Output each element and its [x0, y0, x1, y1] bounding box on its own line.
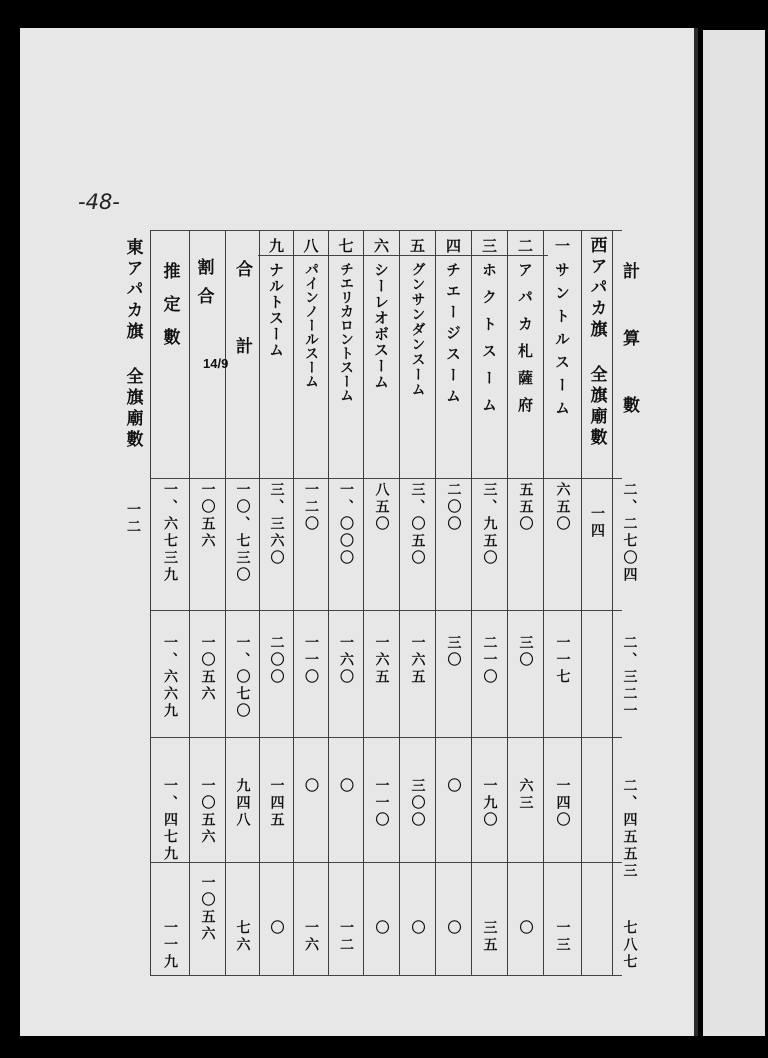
temple-column-1 — [544, 230, 582, 975]
table-cell: 一、〇七〇 — [234, 635, 251, 720]
table-cell: 七六 — [234, 920, 251, 954]
adjacent-page-edge — [703, 30, 765, 1036]
table-cell: 六三 — [517, 778, 534, 812]
table-cell: 六五〇 — [554, 482, 571, 533]
table-cell: 〇 — [445, 920, 462, 937]
table-cell: 三五 — [481, 920, 498, 954]
temple-column-3 — [472, 230, 508, 975]
ratio-column — [190, 230, 229, 975]
table-cell: 一六〇 — [338, 635, 354, 686]
table-cell: 三〇〇 — [409, 778, 426, 829]
table-cell: 一〇、七三〇 — [234, 482, 251, 584]
table-cell: 一六 — [303, 920, 319, 954]
temple-column-5 — [400, 230, 436, 975]
table-cell: 二〇〇 — [445, 482, 462, 533]
temple-number: 五 — [408, 238, 426, 254]
ratio-header: 割合 — [193, 258, 214, 316]
table-cell: 〇 — [373, 920, 390, 937]
temple-number: 八 — [301, 238, 320, 254]
total-header: 合計 — [232, 260, 252, 414]
west-abaga-title: 西アパカ旗 全旗廟數 — [586, 236, 607, 449]
table-cell: 三〇 — [445, 635, 462, 669]
table-cell: 一二〇 — [303, 482, 319, 533]
temple-name: シーレオボスーム — [372, 262, 390, 390]
calculated-count-header: 計算數 — [619, 262, 639, 463]
table-cell: 〇 — [409, 920, 426, 937]
table-cell: 五五〇 — [517, 482, 534, 533]
table-cell: 一四〇 — [554, 778, 571, 829]
temple-name: ナルトスーム — [267, 262, 285, 358]
temple-number: 二 — [516, 238, 534, 254]
table-cell: 〇 — [338, 778, 354, 795]
table-cell: 〇 — [517, 920, 534, 937]
temple-name: サントルスーム — [553, 262, 571, 423]
table-cell: 一六五 — [373, 635, 390, 686]
table-cell: 八五〇 — [373, 482, 390, 533]
temple-column-4 — [436, 230, 472, 975]
table-cell: 九四八 — [234, 778, 251, 829]
temple-column-2 — [508, 230, 544, 975]
table-cell: 一三 — [554, 920, 571, 954]
west-abaga-label-column — [582, 230, 612, 975]
table-cell: 三、三六〇 — [268, 482, 285, 567]
estimate-column — [150, 230, 190, 975]
west-abaga-temple-count: 一四 — [589, 506, 605, 540]
temple-column-7 — [329, 230, 364, 975]
temple-name: チエリカロントスーム — [338, 262, 354, 402]
table-cell: 一〇五六 — [199, 482, 216, 550]
table-cell: 一二 — [338, 920, 354, 954]
table-cell: 一四五 — [268, 778, 285, 829]
calculated-count-column — [612, 230, 646, 975]
temple-number: 三 — [480, 238, 498, 254]
ratio-value: 14/9 — [203, 356, 229, 371]
table-cell: 二、二七〇四 — [621, 482, 638, 584]
total-column — [226, 230, 260, 975]
temple-number: 九 — [267, 238, 285, 254]
table-cell: 一〇五六 — [199, 778, 216, 846]
table-cell: 〇 — [445, 778, 462, 795]
table-bottom-rule — [150, 975, 622, 976]
table-cell: 一一〇 — [303, 635, 319, 686]
temple-name: チエージスーム — [444, 262, 462, 409]
table-cell: 一一〇 — [373, 778, 390, 829]
temple-number: 四 — [444, 238, 462, 254]
table-cell: 一、六六九 — [162, 635, 178, 720]
table-cell: 二一〇 — [481, 635, 498, 686]
table-cell: 一〇五六 — [199, 875, 216, 943]
table-cell: 三、九五〇 — [481, 482, 498, 567]
table-cell: 一、六七三九 — [162, 482, 178, 584]
temple-name: パインノールスーム — [303, 262, 319, 388]
east-abaga-temple-count: 一二 — [125, 502, 141, 536]
temple-number: 七 — [336, 238, 355, 254]
east-abaga-title: 東アパカ旗 全旗廟數 — [122, 238, 143, 451]
table-cell: 一九〇 — [481, 778, 498, 829]
temple-name: アパカ札薩府 — [516, 262, 534, 424]
table-cell: 二、四五五三 — [621, 778, 638, 880]
table-cell: 一一七 — [554, 635, 571, 686]
temple-name: グンサンダンスーム — [409, 262, 426, 397]
table-cell: 〇 — [303, 778, 319, 795]
table-cell: 二〇〇 — [268, 635, 285, 686]
table-cell: 七八七 — [621, 920, 638, 971]
table-cell: 三、〇五〇 — [409, 482, 426, 567]
temple-name: ホクトスーム — [480, 262, 498, 424]
temple-column-8 — [294, 230, 329, 975]
estimate-header: 推定數 — [159, 262, 180, 361]
table-cell: 一、四七九 — [162, 778, 178, 863]
table-cell: 三〇 — [517, 635, 534, 669]
page-number: -48- — [78, 190, 120, 214]
temple-number: 六 — [372, 238, 390, 254]
table-cell: 〇 — [268, 920, 285, 937]
table-cell: 一、〇〇〇 — [338, 482, 354, 567]
temple-column-6 — [364, 230, 400, 975]
temple-number: 一 — [553, 238, 571, 254]
table-cell: 二、三二一 — [621, 635, 638, 720]
table-cell: 一一九 — [162, 920, 178, 971]
table-cell: 一六五 — [409, 635, 426, 686]
east-abaga-label-column — [116, 230, 150, 975]
temple-column-9 — [260, 230, 294, 975]
table-cell: 一〇五六 — [199, 635, 216, 703]
